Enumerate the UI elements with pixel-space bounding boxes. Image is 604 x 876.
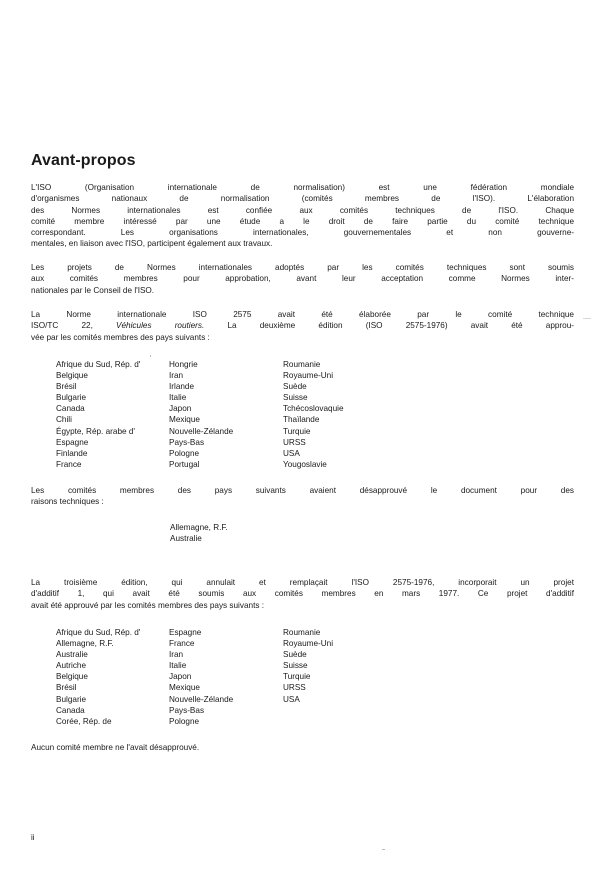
page-title: Avant-propos xyxy=(31,152,136,169)
list-item: URSS xyxy=(283,683,306,693)
list-item: Japon xyxy=(169,672,192,682)
list-item: Australie xyxy=(170,534,202,544)
text-line: L'ISO (Organisation internationale de normalisation) est une fédération mondiale xyxy=(31,183,574,192)
list-item: Roumanie xyxy=(283,628,321,637)
scan-speck xyxy=(382,849,385,850)
list-item: Belgique xyxy=(56,371,88,381)
countries-approved-col-3 xyxy=(283,359,344,470)
list-item: Chili xyxy=(56,415,72,425)
list-item: Tchécoslovaquie xyxy=(283,404,344,414)
list-item: Pologne xyxy=(169,716,200,726)
text-line: mentales, en liaison avec l'ISO, participent également aux travaux. xyxy=(31,239,273,249)
text-line: Les comités membres des pays suivants avaient désapprouvé le document pour des xyxy=(31,486,574,495)
list-item: Pays-Bas xyxy=(169,437,205,447)
text-line: nationales par le Conseil de l'ISO. xyxy=(31,285,155,295)
list-item: Iran xyxy=(169,371,184,381)
countries-addendum-col-3 xyxy=(283,627,333,705)
list-item: Suisse xyxy=(283,393,308,403)
list-item: Suède xyxy=(283,650,307,660)
list-item: Belgique xyxy=(56,672,88,682)
text-fragment: ISO/TC 22, xyxy=(31,321,117,331)
paragraph-conclusion xyxy=(31,742,574,753)
text-line: comité membre intéressé par une étude a le droit de faire partie du comité technique xyxy=(31,216,574,226)
paragraph-disapproval xyxy=(31,485,574,508)
list-item: Finlande xyxy=(56,448,88,458)
paragraph-adoption xyxy=(31,262,574,296)
scan-speck xyxy=(150,355,151,357)
list-item: Égypte, Rép. arabe d' xyxy=(56,426,135,436)
text-line: d'additif 1, qui avait été soumis aux comités membres en mars 1977. Ce projet d'additif xyxy=(31,589,574,599)
list-item: Canada xyxy=(56,404,85,414)
list-item: Nouvelle-Zélande xyxy=(169,426,234,436)
list-item: Thaïlande xyxy=(283,415,320,425)
list-item: Turquie xyxy=(283,426,311,436)
list-item: Brésil xyxy=(56,382,77,392)
paragraph-second-edition xyxy=(31,309,574,343)
list-item: Allemagne, R.F. xyxy=(56,639,114,649)
text-fragment: La deuxième édition (ISO 2575-1976) avait été approu- xyxy=(204,321,574,331)
list-item: USA xyxy=(283,448,300,458)
list-item: Espagne xyxy=(56,437,89,447)
paragraph-intro xyxy=(31,182,574,250)
list-item: Iran xyxy=(169,650,184,660)
page-number: ii xyxy=(31,833,35,842)
text-line: des Normes internationales est confiée aux comités techniques de l'ISO. Chaque xyxy=(31,205,574,215)
countries-disapproved xyxy=(170,522,228,544)
countries-addendum-col-2 xyxy=(169,627,233,727)
list-item: Corée, Rép. de xyxy=(56,716,112,726)
list-item: Espagne xyxy=(169,628,202,637)
list-item: Afrique du Sud, Rép. d' xyxy=(56,360,141,369)
text-line: La troisième édition, qui annulait et remplaçait l'ISO 2575-1976, incorporait un projet xyxy=(31,578,574,587)
text-line: Aucun comité membre ne l'avait désapprouvé. xyxy=(31,743,200,752)
committee-title: Véhicules routiers. xyxy=(116,321,205,331)
countries-approved-col-2 xyxy=(169,359,233,470)
text-line: d'organismes nationaux de normalisation (comités membres de l'ISO). L'élaboration xyxy=(31,194,574,204)
list-item: France xyxy=(169,639,195,649)
list-item: Irlande xyxy=(169,382,195,392)
list-item: Autriche xyxy=(56,661,87,671)
list-item: URSS xyxy=(283,437,306,447)
text-line: vée par les comités membres des pays suivants : xyxy=(31,332,210,342)
list-item: France xyxy=(56,459,82,469)
list-item: Pologne xyxy=(169,448,200,458)
list-item: USA xyxy=(283,694,300,704)
list-item: Canada xyxy=(56,705,85,715)
paragraph-third-edition xyxy=(31,577,574,611)
list-item: Bulgarie xyxy=(56,393,87,403)
list-item: Roumanie xyxy=(283,360,321,369)
list-item: Suède xyxy=(283,382,307,392)
list-item: Allemagne, R.F. xyxy=(170,523,228,532)
list-item: Royaume-Uni xyxy=(283,639,334,649)
countries-approved-col-1 xyxy=(56,359,140,470)
list-item: Afrique du Sud, Rép. d' xyxy=(56,628,141,637)
scan-speck xyxy=(583,318,591,319)
text-line xyxy=(31,320,574,331)
list-item: Mexique xyxy=(169,415,200,425)
list-item: Suisse xyxy=(283,661,308,671)
text-line: La Norme internationale ISO 2575 avait été élaborée par le comité technique xyxy=(31,310,574,319)
list-item: Mexique xyxy=(169,683,200,693)
list-item: Bulgarie xyxy=(56,694,87,704)
text-line: avait été approuvé par les comités membres des pays suivants : xyxy=(31,600,264,610)
list-item: Italie xyxy=(169,393,187,403)
list-item: Japon xyxy=(169,404,192,414)
text-line: Les projets de Normes internationales adoptés par les comités techniques sont soumis xyxy=(31,263,574,272)
text-line: correspondant. Les organisations internationales, gouvernementales et non gouverne- xyxy=(31,228,574,238)
list-item: Pays-Bas xyxy=(169,705,205,715)
list-item: Nouvelle-Zélande xyxy=(169,694,234,704)
list-item: Italie xyxy=(169,661,187,671)
list-item: Hongrie xyxy=(169,360,198,369)
text-line: aux comités membres pour approbation, avant leur acceptation comme Normes inter- xyxy=(31,274,574,284)
list-item: Turquie xyxy=(283,672,311,682)
list-item: Australie xyxy=(56,650,88,660)
list-item: Yougoslavie xyxy=(283,459,327,469)
list-item: Royaume-Uni xyxy=(283,371,334,381)
list-item: Brésil xyxy=(56,683,77,693)
list-item: Portugal xyxy=(169,459,200,469)
text-line: raisons techniques : xyxy=(31,497,104,507)
countries-addendum-col-1 xyxy=(56,627,140,727)
